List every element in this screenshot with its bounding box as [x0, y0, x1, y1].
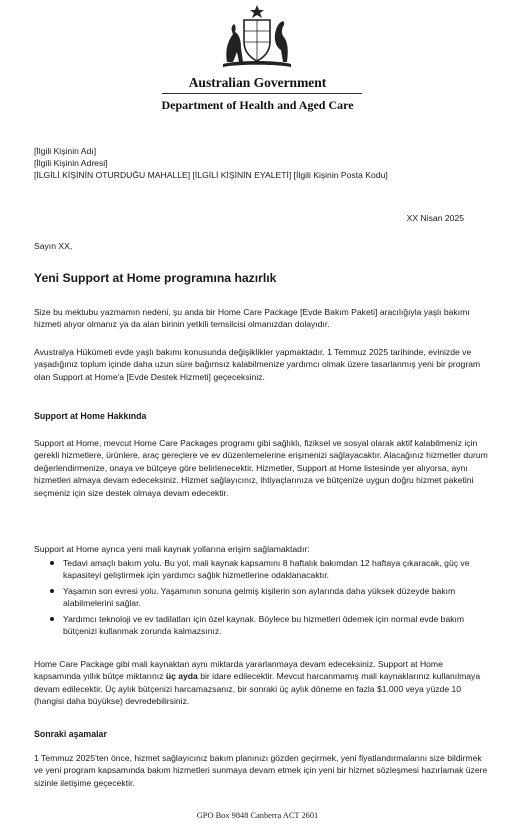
bullet-icon — [50, 617, 54, 621]
letterhead-divider — [162, 93, 362, 94]
recipient-address: [İlgili Kişinin Adresi] — [34, 158, 108, 168]
letter-date: XX Nisan 2025 — [406, 213, 464, 223]
bullet-icon — [50, 561, 54, 565]
intro-paragraph-1: Size bu mektubu yazmamın nedeni, şu anda bir Home Care Package [Evde Bakım Paketi] aracılığıyla yaşlı bakımı hizmeti alıyor olmanız ya da alan birinin yetkili temsilcisi olmanızdan dolayıdır. — [34, 307, 470, 330]
about-paragraph-3: Home Care Package gibi mali kaynaktan aynı miktarda yararlanmaya devam edeceksiniz. Support at Home kapsamında yıllık bütçe miktarınız üç ayda bir idare edilecektir. Mevcut harcanmamış mali kaynaklarınız kullanılmaya devam edilecektir. Üç aylık bütçenizi harcamazsanız, bir sonraki üç aylık döneme en fazla $1.000 veya yüzde 10 (hangisi daha büyükse) devredebilirsiniz. — [34, 659, 481, 707]
list-item: Tedavi amaçlı bakım yolu. Bu yol, mali kaynak kapsamını 8 haftalık bakımdan 12 haftaya çıkaracak, güç ve kapasiteyi geliştirmek için yardımcı sağlık hizmetlerine odaklanacaktır. — [34, 557, 489, 582]
salutation: Sayın XX, — [34, 241, 73, 251]
intro-paragraph-2: Avustralya Hükümeti evde yaşlı bakımı konusunda değişiklikler yapmaktadır. 1 Temmuz 2025 tarihinde, evinizde ve yaşadığınız toplum içinde daha uzun süre bağımsız kalabilmenize yardımcı olmak üzere tasarlanmış yeni bir program olan Support at Home'a [Evde Destek Hizmeti] geçeceksiniz. — [34, 347, 481, 382]
next-steps-heading: Sonraki aşamalar — [34, 729, 107, 739]
emphasis-quarterly: üç ayda — [165, 671, 198, 682]
about-paragraph-2: Support at Home ayrıca yeni mali kaynak yollarına erişim sağlamaktadır: — [34, 544, 310, 554]
about-heading: Support at Home Hakkında — [34, 411, 147, 421]
funding-pathways-list — [34, 557, 489, 641]
list-item: Yaşamın son evresi yolu. Yaşamının sonuna gelmiş kişilerin son aylarında daha yüksek düzeyde bakım alabilmelerini sağlar. — [34, 585, 489, 610]
letter-title: Yeni Support at Home programına hazırlık — [34, 271, 277, 285]
about-paragraph-1: Support at Home, mevcut Home Care Packages programı gibi sağlıklı, fiziksel ve sosyal olarak aktif kalabilmeniz için gerekli hizmetlere, ürünlere, araç gereçlere ve ev düzenlemelerine erişmenizi sağlayacaktır. Alacağınız hizmetler durum değerlendirmenize, onaya ve bütçeye göre belirlenecektir. Hizmetler, Support at Home listesinde yer alıyorsa, aynı hizmetleri almaya devam edeceksiniz. Hizmet sağlayıcınız, ihtiyaçlarınıza ve bütçenize uygun doğru hizmet paketini seçmeniz için size destek olmaya devam edecektir. — [34, 438, 488, 498]
next-steps-paragraph: 1 Temmuz 2025'ten önce, hizmet sağlayıcınız bakım planınızı gözden geçirmek, yeni fiyatlandırmalarını size bildirmek ve yeni program kapsamında bakım hizmetleri sunmaya devam etmek için yeni bir hizmet sözleşmesi hazırlamak üzere sizinle iletişime geçecektir. — [34, 753, 488, 788]
recipient-locality: [İLGİLİ KİŞİNİN OTURDUĞU MAHALLE] [İLGİLİ KİŞİNİN EYALETİ] [İlgili Kişinin Posta Kodu] — [34, 170, 388, 180]
department-name: Department of Health and Aged Care — [161, 98, 354, 112]
bullet-icon — [50, 589, 54, 593]
footer-address: GPO Box 9848 Canberra ACT 2601 — [196, 811, 319, 820]
government-name: Australian Government — [188, 75, 327, 90]
recipient-name: [İlgili Kişinin Adı] — [34, 146, 97, 156]
coat-of-arms-icon — [217, 4, 297, 70]
list-item: Yardımcı teknoloji ve ev tadilatları için özel kaynak. Böylece bu hizmetleri ödemek için normal evde bakım bütçenizi kullanmak zorunda kalmazsınız. — [34, 613, 489, 638]
